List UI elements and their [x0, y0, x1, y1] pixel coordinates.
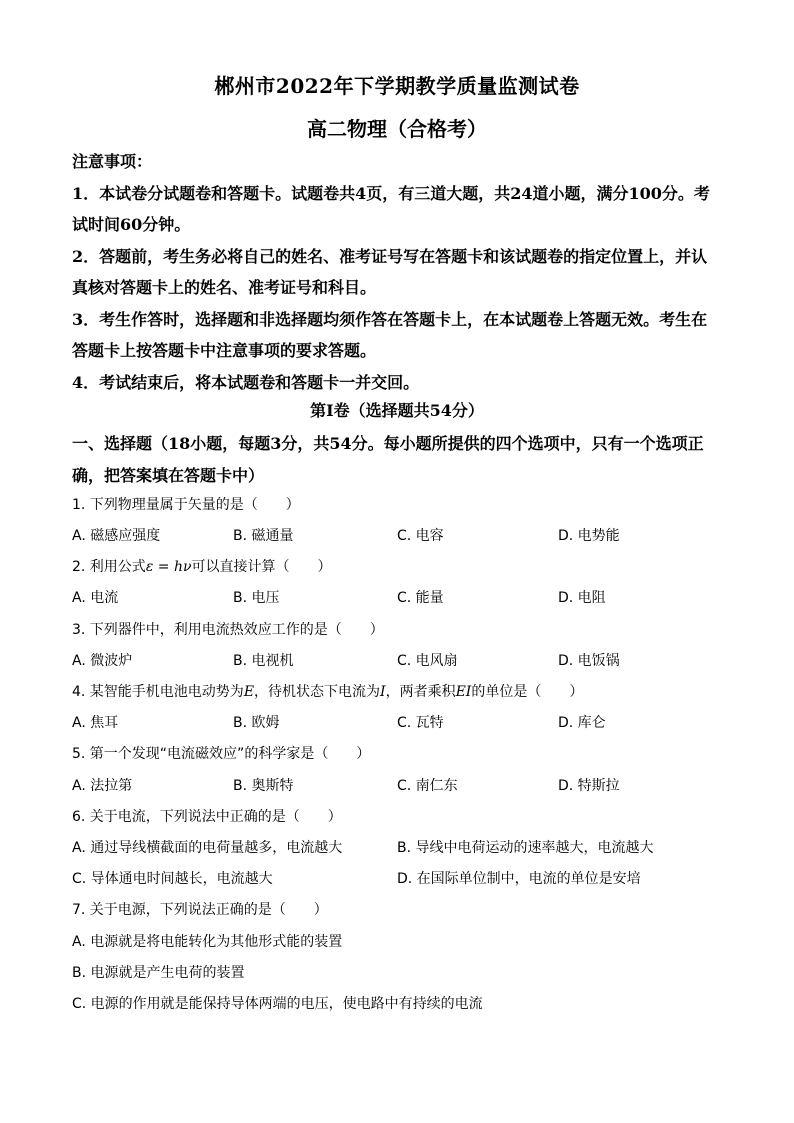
option-c: C. 电容: [397, 528, 444, 544]
formula: ε = hν: [145, 559, 192, 575]
options-row: [72, 712, 722, 732]
option-b: B. 电视机: [233, 653, 294, 669]
question-stem: [72, 556, 331, 576]
exam-title: 郴州市2022年下学期教学质量监测试卷: [214, 74, 580, 98]
notice-line: 3．考生作答时，选择题和非选择题均须作答在答题卡上，在本试题卷上答题无效。考生在: [72, 309, 708, 329]
option-d: D. 库仑: [558, 715, 606, 731]
variable: EI: [455, 684, 472, 700]
option-d: D. 电饭锅: [558, 653, 620, 669]
option-d: D. 电阻: [558, 590, 606, 606]
option-b: B. 奥斯特: [233, 778, 294, 794]
option-a: A. 电源就是将电能转化为其他形式能的装置: [72, 934, 343, 950]
option-c: C. 能量: [397, 590, 444, 606]
option-a: A. 法拉第: [72, 778, 133, 794]
section-description: [72, 428, 722, 491]
options-row: [72, 868, 722, 888]
variable: E: [243, 684, 255, 700]
stem-text: ，两者乘积: [385, 684, 456, 700]
question-stem: 3. 下列器件中，利用电流热效应工作的是（ ）: [72, 622, 384, 638]
option-d: D. 特斯拉: [558, 778, 620, 794]
question-stem: 5. 第一个发现“电流磁效应”的科学家是（ ）: [72, 746, 371, 762]
notice-line: 真核对答题卡上的姓名、准考证号和科目。: [72, 278, 377, 297]
option-b: B. 磁通量: [233, 528, 294, 544]
option-c: C. 瓦特: [397, 715, 444, 731]
notice-line: 1．本试卷分试题卷和答题卡。试题卷共4页，有三道大题，共24道小题，满分100分。考: [72, 183, 710, 203]
option-a: A. 磁感应强度: [72, 528, 161, 544]
option-c: C. 电风扇: [397, 653, 458, 669]
stem-text: 的单位是（ ）: [471, 684, 584, 700]
question-stem: 6. 关于电流，下列说法中正确的是（ ）: [72, 809, 342, 825]
section-desc-line: 确，把答案填在答题卡中）: [72, 465, 265, 485]
section-desc-line: 一、选择题（18小题，每题3分，共54分。每小题所提供的四个选项中，只有一个选项正: [72, 434, 704, 453]
option-c: C. 南仁东: [397, 778, 458, 794]
option-d: D. 在国际单位制中，电流的单位是安培: [397, 871, 641, 887]
option-b: B. 导线中电荷运动的速率越大，电流越大: [397, 840, 654, 856]
notice-line: 2．答题前，考生务必将自己的姓名、准考证号写在答题卡和该试题卷的指定位置上，并认: [72, 246, 708, 266]
options-row: [72, 837, 722, 857]
option-c: C. 导体通电时间越长，电流越大: [72, 871, 273, 887]
option-a: A. 焦耳: [72, 715, 119, 731]
option-a: A. 微波炉: [72, 653, 133, 669]
exam-subtitle: 高二物理（合格考）: [307, 117, 487, 141]
option-a: A. 电流: [72, 590, 119, 606]
option-c: C. 电源的作用就是能保持导体两端的电压，使电路中有持续的电流: [72, 996, 483, 1012]
notice-block: [72, 146, 722, 398]
stem-text: 2. 利用公式: [72, 559, 146, 575]
notice-line: 4．考试结束后，将本试题卷和答题卡一并交回。: [72, 372, 420, 392]
options-row: [72, 587, 722, 607]
option-b: B. 电压: [233, 590, 280, 606]
stem-text: 可以直接计算（ ）: [191, 559, 332, 575]
notice-line: 试时间60分钟。: [72, 215, 191, 234]
option-b: B. 欧姆: [233, 715, 280, 731]
option-d: D. 电势能: [558, 528, 620, 544]
question-stem: [72, 681, 583, 701]
notice-heading: 注意事项：: [72, 152, 153, 171]
option-a: A. 通过导线横截面的电荷量越多，电流越大: [72, 840, 343, 856]
question-stem: 7. 关于电源，下列说法正确的是（ ）: [72, 902, 328, 918]
notice-line: 答题卡上按答题卡中注意事项的要求答题。: [72, 341, 377, 360]
options-row: [72, 525, 722, 545]
option-b: B. 电源就是产生电荷的装置: [72, 965, 245, 981]
stem-text: ，待机状态下电流为: [254, 684, 381, 700]
options-row: [72, 650, 722, 670]
variable: I: [380, 684, 386, 700]
section-heading: 第Ⅰ卷（选择题共54分）: [310, 401, 484, 420]
options-row: [72, 775, 722, 795]
question-stem: 1. 下列物理量属于矢量的是（ ）: [72, 497, 300, 513]
stem-text: 4. 某智能手机电池电动势为: [72, 684, 244, 700]
